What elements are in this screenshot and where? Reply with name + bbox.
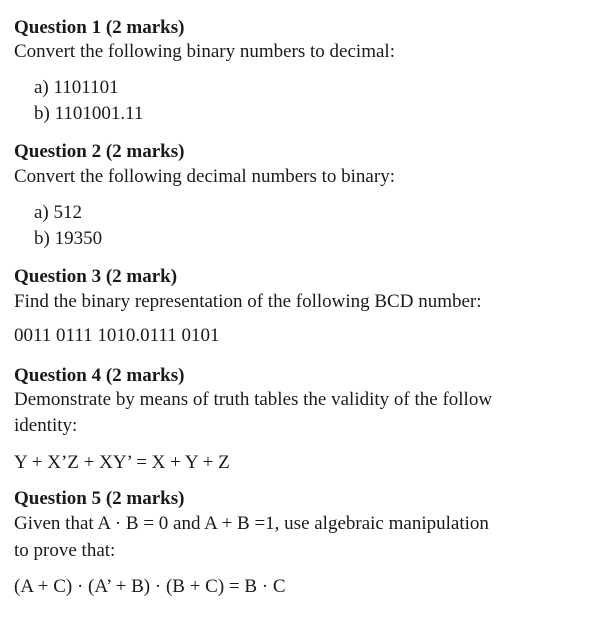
question-2-title: Question 2 (2 marks) bbox=[14, 141, 185, 162]
question-3-bcd-number: 0011 0111 1010.0111 0101 bbox=[14, 325, 220, 346]
question-3-title: Question 3 (2 mark) bbox=[14, 266, 178, 287]
question-4-title: Question 4 (2 marks) bbox=[14, 365, 185, 386]
question-5-title: Question 5 (2 marks) bbox=[14, 488, 185, 509]
question-2-item-a: a) 512 bbox=[34, 202, 83, 223]
question-2-prompt: Convert the following decimal numbers to binary: bbox=[14, 166, 395, 187]
question-1-item-b: b) 1101001.11 bbox=[34, 103, 144, 124]
question-4-prompt-line-2: identity: bbox=[14, 415, 78, 436]
question-5-expression: (A + C) · (A’ + B) · (B + C) = B · C bbox=[14, 576, 286, 597]
question-1-item-a: a) 1101101 bbox=[34, 77, 119, 98]
question-5-prompt-line-2: to prove that: bbox=[14, 540, 116, 561]
question-3-prompt: Find the binary representation of the following BCD number: bbox=[14, 291, 482, 312]
question-4-prompt-line-1: Demonstrate by means of truth tables the validity of the follow bbox=[14, 389, 493, 410]
question-2-item-b: b) 19350 bbox=[34, 228, 103, 249]
question-1-title: Question 1 (2 marks) bbox=[14, 17, 185, 38]
question-1-prompt: Convert the following binary numbers to decimal: bbox=[14, 41, 395, 62]
question-5-prompt-line-1: Given that A · B = 0 and A + B =1, use algebraic manipulation bbox=[14, 513, 489, 534]
question-4-identity: Y + X’Z + XY’ = X + Y + Z bbox=[14, 452, 230, 473]
